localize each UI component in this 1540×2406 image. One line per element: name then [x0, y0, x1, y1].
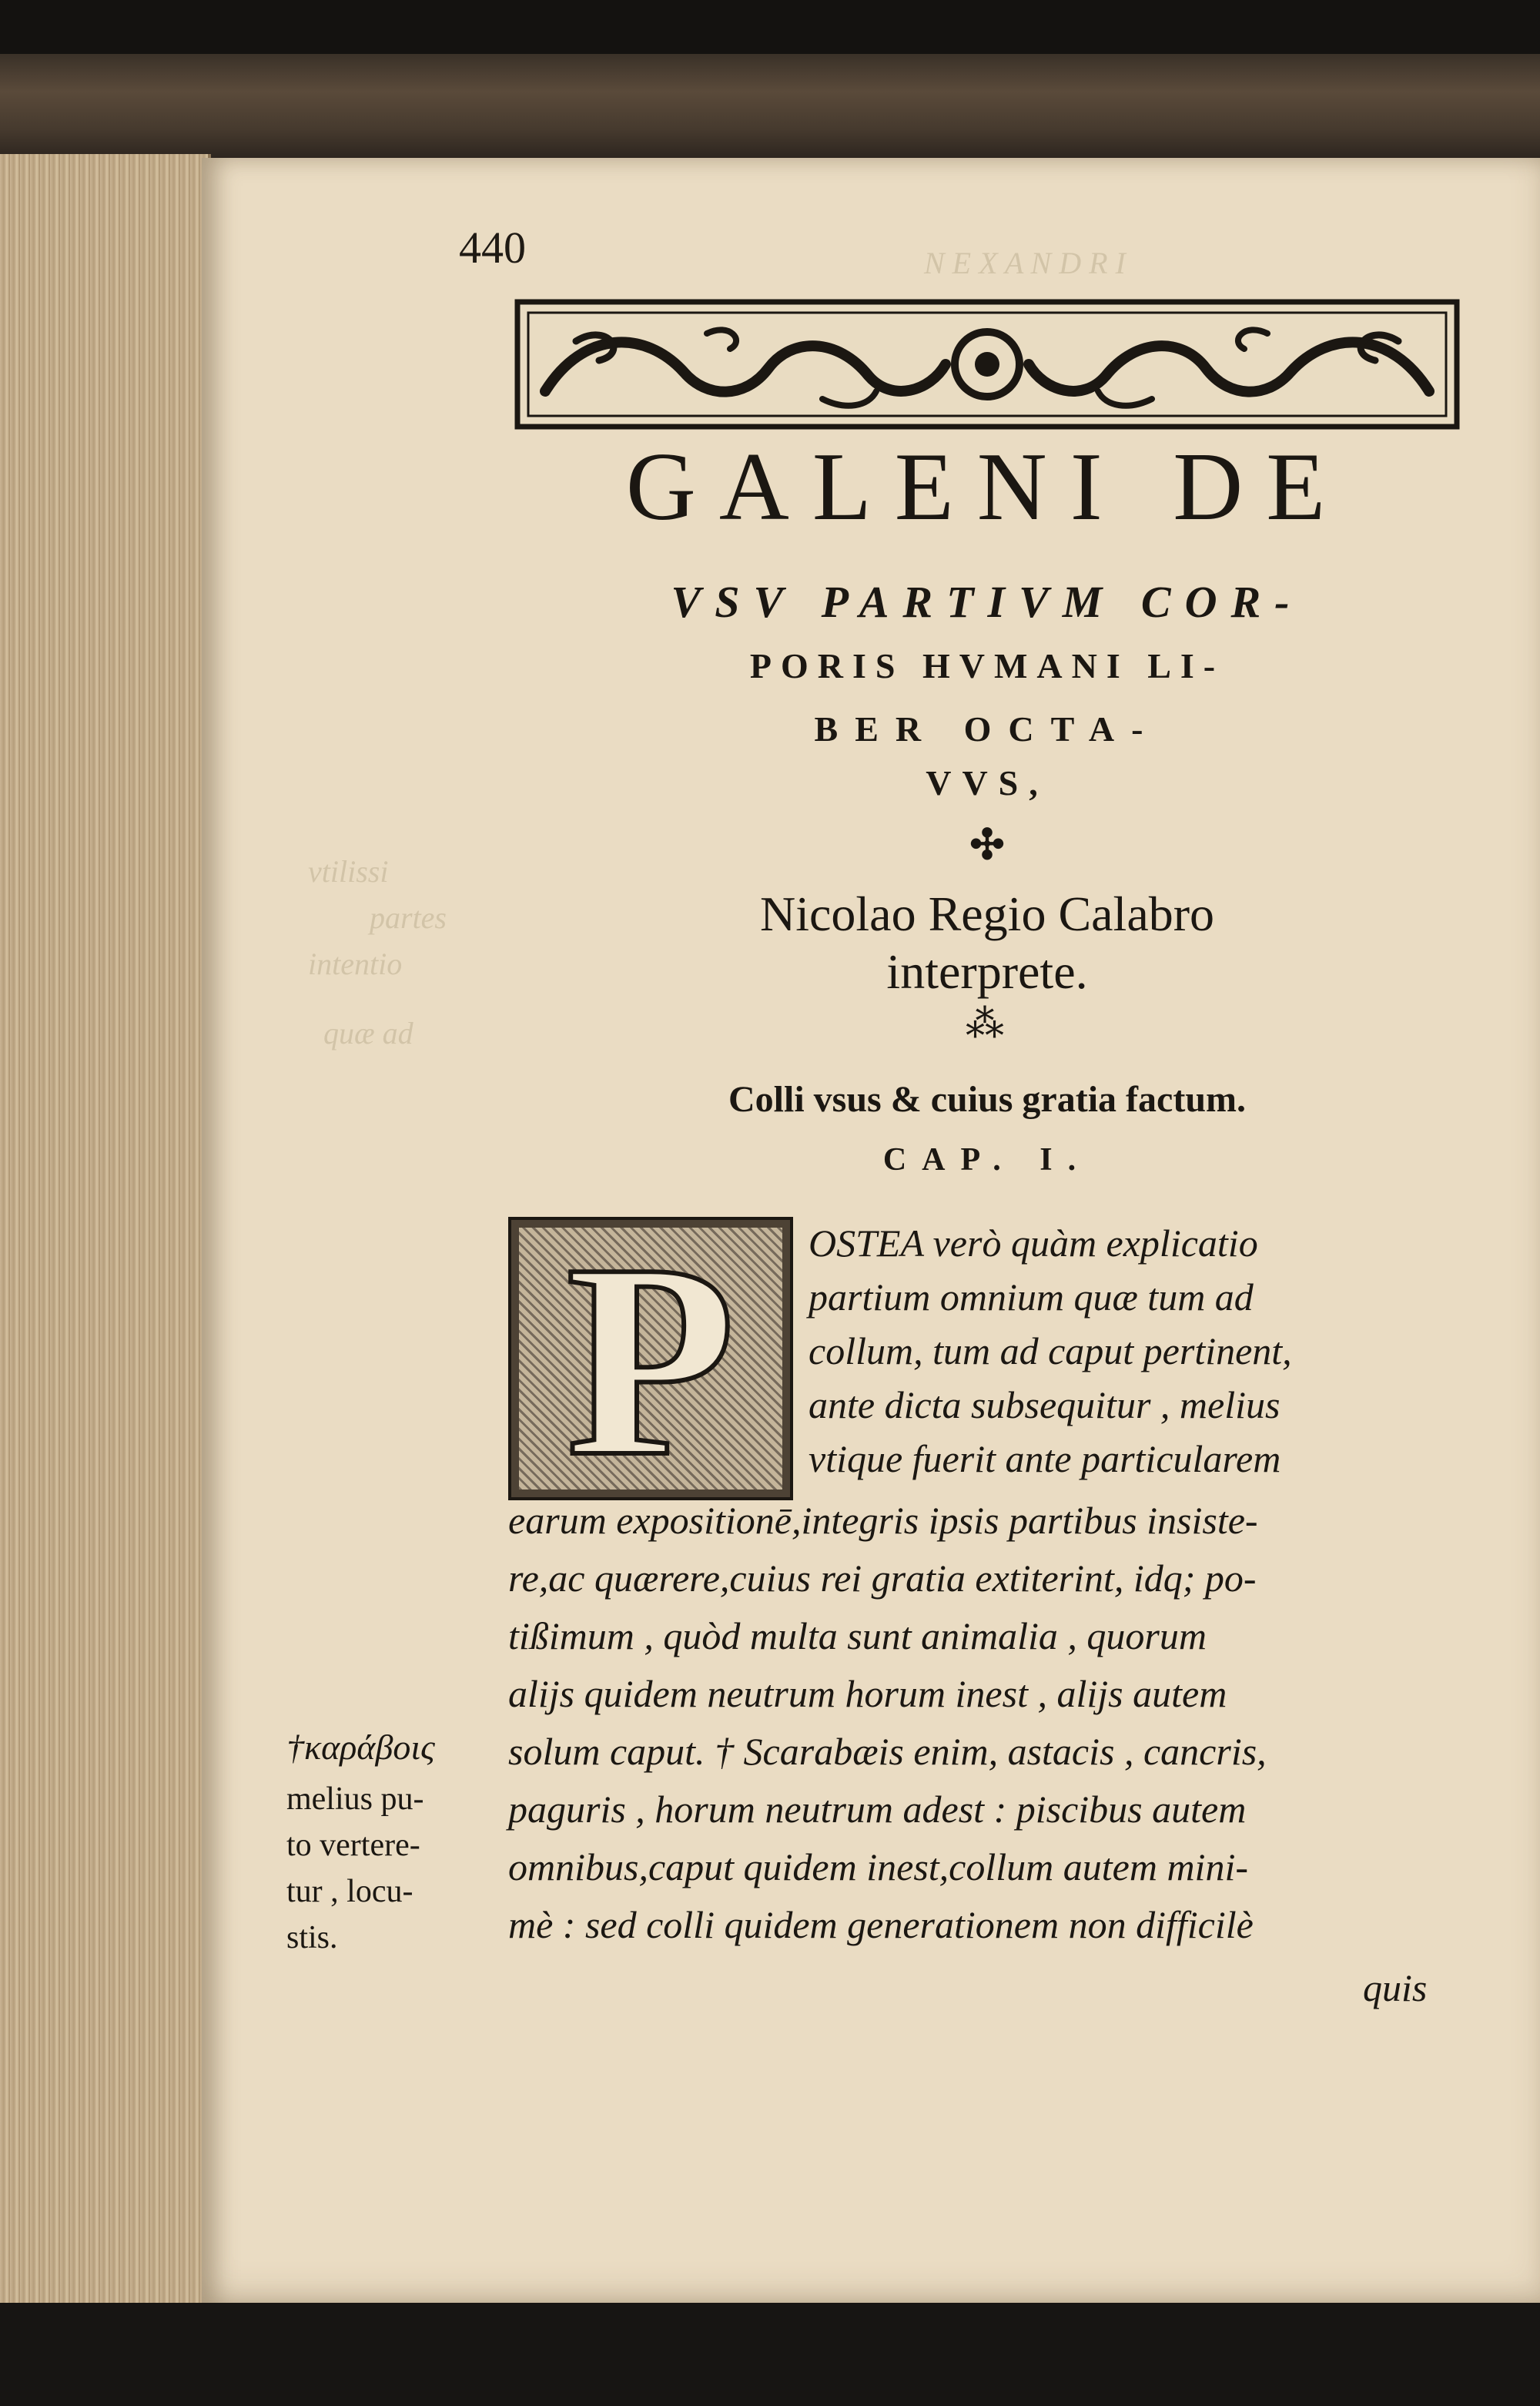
body-line: alijs quidem neutrum horum inest , alijs autem [508, 1672, 1227, 1715]
show-through-text: partes [370, 900, 447, 935]
scan-top-shadow [0, 0, 1540, 62]
title-line-3: PORIS HVMANI LI- [749, 646, 1225, 685]
scan-bottom-band [0, 2303, 1540, 2406]
body-line: OSTEA verò quàm explicatio [808, 1221, 1258, 1265]
margin-note-line: to vertere- [286, 1828, 420, 1863]
show-through-text: N E X A N D R I [924, 246, 1126, 280]
page-edges [0, 154, 211, 2310]
chapter-label: CAP. I. [882, 1142, 1092, 1178]
body-line: collum, tum ad caput pertinent, [808, 1329, 1292, 1372]
body-line: re,ac quærere,cuius rei gratia extiterint, idq; po- [508, 1557, 1257, 1600]
body-line: solum caput. † Scarabæis enim, astacis , cancris, [508, 1730, 1267, 1773]
title-line-4: BER OCTA- [814, 709, 1160, 749]
catchword: quis [1363, 1966, 1428, 2009]
chapter-heading: Colli vsus & cuius gratia factum. [728, 1079, 1246, 1120]
body-line: tißimum , quòd multa sunt animalia , quorum [508, 1614, 1207, 1657]
ornamental-headpiece [514, 299, 1460, 430]
title-line-5: VVS, [926, 763, 1049, 803]
body-line: partium omnium quæ tum ad [808, 1275, 1254, 1319]
margin-note-line: †καράβοις [286, 1727, 435, 1767]
margin-note-line: melius pu- [286, 1781, 424, 1817]
drop-cap-letter: P [566, 1217, 735, 1500]
title-line-2: VSV PARTIVM COR- [671, 577, 1304, 627]
body-line: mè : sed colli quidem generationem non difficilè [508, 1903, 1254, 1946]
drop-cap [508, 1217, 793, 1500]
body-line: earum expositionē,integris ipsis partibus insiste- [508, 1499, 1258, 1542]
body-line: omnibus,caput quidem inest,collum autem mini- [508, 1845, 1248, 1888]
show-through-text: quæ ad [323, 1016, 413, 1051]
interpreter-line-2: interprete. [886, 944, 1088, 999]
star-ornament-icon: ✣ [969, 822, 1005, 868]
interpreter-line-1: Nicolao Regio Calabro [759, 886, 1215, 941]
asterism-ornament-icon: ⁂ [966, 1002, 1009, 1045]
body-line: vtique fuerit ante particularem [808, 1437, 1281, 1480]
book-binding [0, 54, 1540, 162]
page-number: 440 [459, 223, 526, 273]
body-line: paguris , horum neutrum adest : piscibus autem [508, 1788, 1247, 1831]
margin-note-line: tur , locu- [286, 1874, 413, 1909]
body-line: ante dicta subsequitur , melius [808, 1383, 1281, 1426]
title-line-1: GALENI DE [625, 434, 1349, 541]
show-through-text: intentio [308, 947, 403, 981]
margin-note-line: stis. [286, 1920, 338, 1955]
show-through-text: vtilissi [308, 854, 389, 889]
